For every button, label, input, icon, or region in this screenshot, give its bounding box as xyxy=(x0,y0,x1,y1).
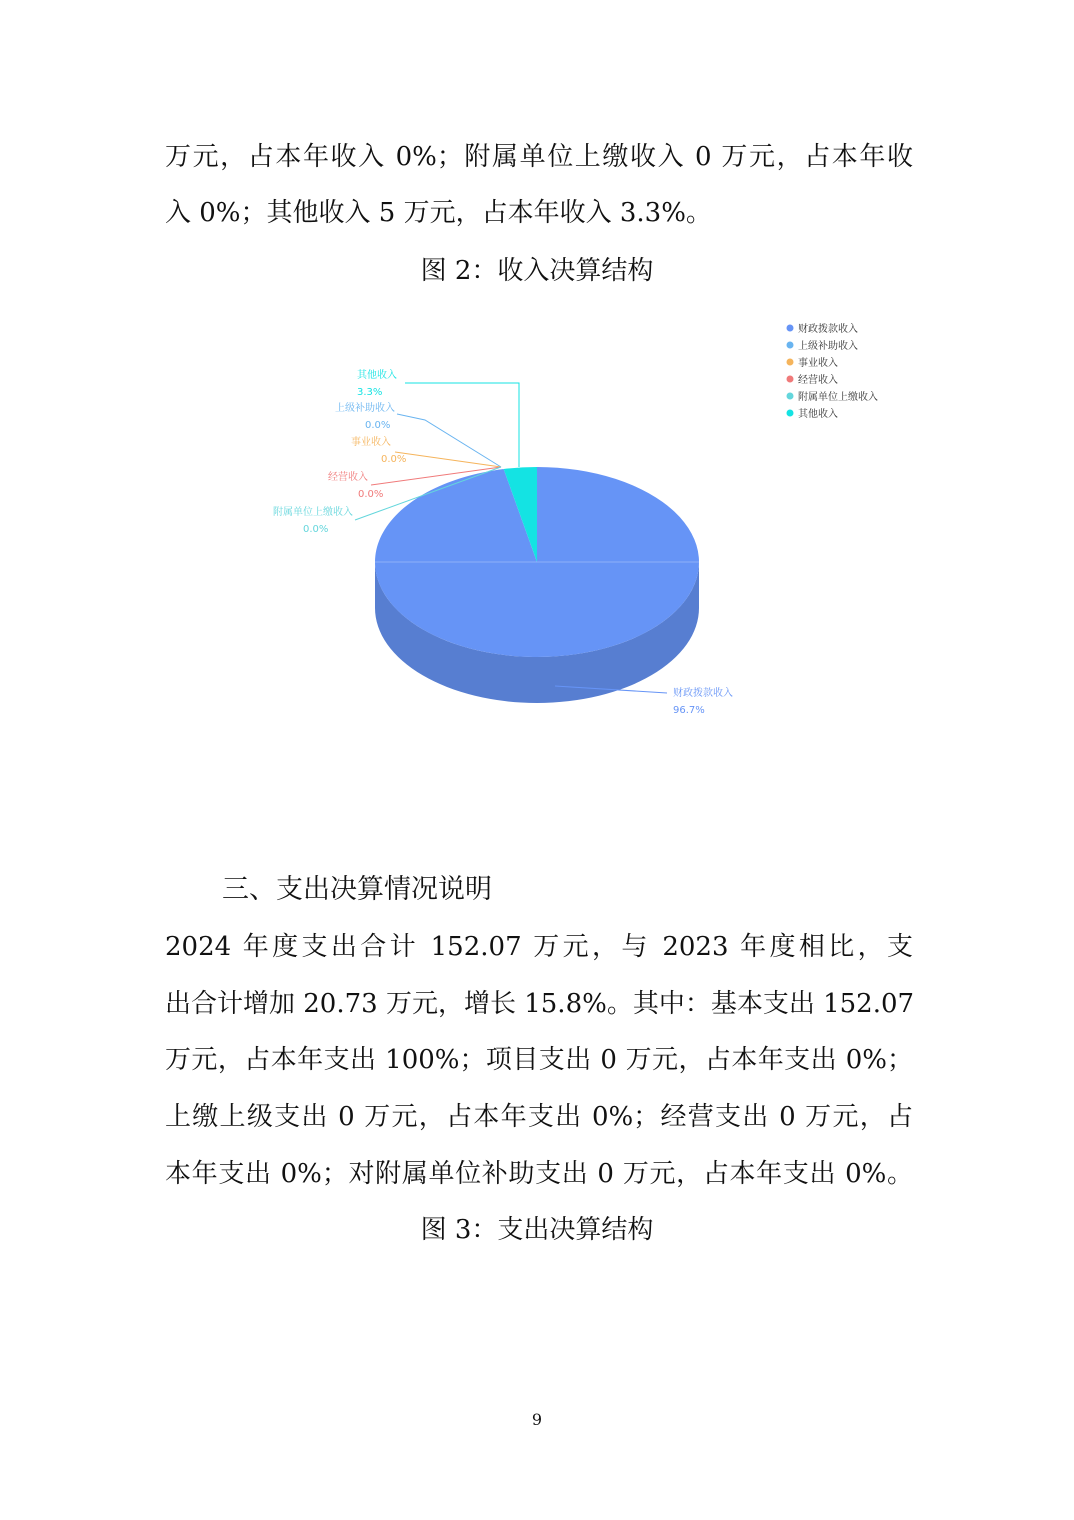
legend-marker xyxy=(787,359,794,366)
legend-marker xyxy=(787,342,794,349)
callout-line xyxy=(395,452,501,467)
callout-value-label: 0.0% xyxy=(365,420,391,431)
paragraph-line: 上缴上级支出 0 万元，占本年支出 0%；经营支出 0 万元，占 xyxy=(165,1102,913,1132)
callout-value-label: 96.7% xyxy=(673,705,705,716)
callout-line xyxy=(405,383,519,467)
paragraph-line: 本年支出 0%；对附属单位补助支出 0 万元，占本年支出 0%。 xyxy=(165,1159,913,1189)
legend-label: 其他收入 xyxy=(798,409,838,420)
legend-label: 经营收入 xyxy=(798,375,838,386)
page-number: 9 xyxy=(531,1410,543,1429)
callout-category-label: 其他收入 xyxy=(357,370,397,381)
legend-marker xyxy=(787,410,794,417)
callout-category-label: 上级补助收入 xyxy=(335,403,395,414)
legend-marker xyxy=(787,393,794,400)
callout-category-label: 财政拨款收入 xyxy=(673,688,733,699)
legend-marker xyxy=(787,325,794,332)
legend-label: 附属单位上缴收入 xyxy=(798,392,878,403)
callout-value-label: 0.0% xyxy=(381,454,407,465)
figure-caption: 图 2：收入决算结构 xyxy=(420,256,654,286)
paragraph-line: 出合计增加 20.73 万元，增长 15.8%。其中：基本支出 152.07 xyxy=(165,989,915,1019)
legend-label: 上级补助收入 xyxy=(798,341,858,352)
legend-label: 财政拨款收入 xyxy=(798,324,858,335)
legend-marker xyxy=(787,376,794,383)
callout-category-label: 事业收入 xyxy=(351,437,391,448)
callout-category-label: 附属单位上缴收入 xyxy=(273,507,353,518)
paragraph-line: 2024 年度支出合计 152.07 万元，与 2023 年度相比，支 xyxy=(165,932,913,962)
callout-line xyxy=(397,414,501,467)
paragraph-line: 入 0%；其他收入 5 万元，占本年收入 3.3%。 xyxy=(165,198,712,228)
income-pie-chart xyxy=(255,312,905,732)
legend-label: 事业收入 xyxy=(798,358,838,369)
callout-value-label: 3.3% xyxy=(357,387,383,398)
callout-category-label: 经营收入 xyxy=(328,472,368,483)
callout-value-label: 0.0% xyxy=(303,524,329,535)
callout-value-label: 0.0% xyxy=(358,489,384,500)
paragraph-line: 万元，占本年收入 0%；附属单位上缴收入 0 万元，占本年收 xyxy=(165,142,913,172)
paragraph-line: 万元，占本年支出 100%；项目支出 0 万元，占本年支出 0%； xyxy=(165,1045,913,1075)
figure-caption: 图 3：支出决算结构 xyxy=(420,1215,654,1245)
section-heading: 三、支出决算情况说明 xyxy=(222,874,492,905)
